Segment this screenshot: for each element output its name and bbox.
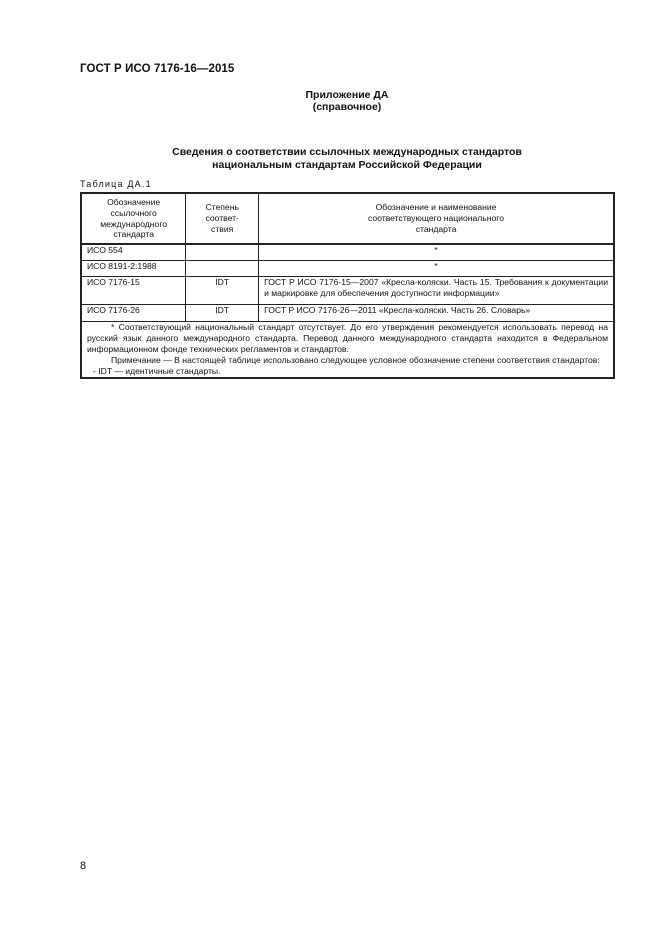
cell-degree [186, 261, 259, 277]
legend-idt: - IDT — идентичные стандарты. [93, 366, 221, 376]
cell-national: ГОСТ Р ИСО 7176-15—2007 «Кресла-коляски. Часть 15. Требования к документации и маркировке для обеспечения доступности информации» [259, 277, 614, 305]
cell-degree [186, 244, 259, 261]
document-code: ГОСТ Р ИСО 7176-16—2015 [80, 63, 235, 75]
page-number: 8 [80, 860, 87, 872]
cell-national: * [259, 244, 614, 261]
footnote: * Соответствующий национальный стандарт отсутствует. До его утверждения рекомендуется использовать перевод на русский язык данного международного стандарта. Перевод данного международного стандарта находится в Федеральном информационном фонде технических регламентов и стандартов. [87, 322, 608, 354]
cell-national: ГОСТ Р ИСО 7176-26—2011 «Кресла-коляски. Часть 26. Словарь» [259, 305, 614, 322]
cell-ref: ИСО 8191-2:1988 [81, 261, 186, 277]
section-title [80, 146, 614, 171]
table-label: Таблица ДА.1 [80, 179, 152, 189]
header-ref-standard: Обозначение ссылочного международного стандарта [81, 193, 186, 244]
section-title-line-2: национальным стандартам Российской Федерации [212, 158, 482, 171]
annex-subtitle: (справочное) [312, 101, 382, 113]
cell-ref: ИСО 7176-15 [81, 277, 186, 305]
table-row [81, 305, 614, 322]
cell-national: * [259, 261, 614, 277]
cell-degree: IDT [186, 305, 259, 322]
remark: Примечание — В настоящей таблице использовано следующее условное обозначение степени соответствия стандартов: [111, 355, 600, 365]
section-title-line-1: Сведения о соответствии ссылочных международных стандартов [172, 146, 522, 158]
table-notes-row [81, 322, 614, 379]
cell-degree: IDT [186, 277, 259, 305]
correspondence-table [80, 192, 615, 379]
cell-ref: ИСО 7176-26 [81, 305, 186, 322]
table-row [81, 244, 614, 261]
annex-title: Приложение ДА [305, 89, 389, 101]
table-row [81, 277, 614, 305]
header-national-standard: Обозначение и наименование соответствующего национального стандарта [259, 193, 614, 244]
table-row [81, 261, 614, 277]
cell-ref: ИСО 554 [81, 244, 186, 261]
table-header-row [81, 193, 614, 244]
table-notes [81, 322, 614, 379]
header-degree: Степень соответ-ствия [186, 193, 259, 244]
